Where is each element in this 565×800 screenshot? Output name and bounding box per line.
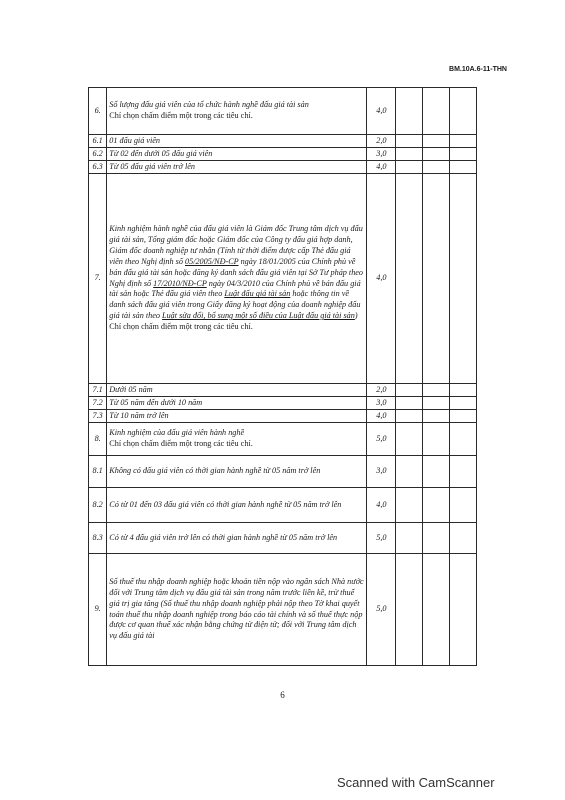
max-score: 3,0 <box>367 397 396 410</box>
table-row <box>89 174 477 384</box>
score-cell <box>423 148 450 161</box>
score-cell <box>450 488 477 523</box>
row-number: 8.3 <box>89 523 107 554</box>
table-row <box>89 523 477 554</box>
score-cell <box>396 384 423 397</box>
criterion-text: Có từ 4 đấu giá viên trở lên có thời gian hành nghề từ 05 năm trở lên <box>107 523 367 554</box>
max-score: 3,0 <box>367 148 396 161</box>
law-link: Luật đấu giá tài sản <box>224 289 291 299</box>
criterion-title: Kinh nghiệm hành nghề của đấu giá viên là Giám đốc Trung tâm dịch vụ đấu giá tài sản, Tổng giám đốc hoặc Giám đốc của Công ty đấu giá hợp danh, Giám đốc doanh nghiệp tư nhân (Tính từ thời điểm được cấp Thẻ đấu giá viên theo Nghị định số 05/2005/NĐ-CP ngày 18/01/2005 của Chính phủ về bán đấu giá tài sản hoặc đăng ký danh sách đấu giá viên tại Sở Tư pháp theo Nghị định số 17/2010/NĐ-CP ngày 04/3/2010 của Chính phủ về bán đấu giá tài sản hoặc Thẻ đấu giá viên theo Luật đấu giá tài sản hoặc thông tin về danh sách đấu giá viên trong Giấy đăng ký hoạt động của doanh nghiệp đấu giá tài sản theo Luật sửa đổi, bổ sung một số điều của Luật đấu giá tài sản) <box>109 224 364 320</box>
row-number: 6. <box>89 88 107 135</box>
criterion-text: Từ 05 năm đến dưới 10 năm <box>107 397 367 410</box>
row-number: 7.2 <box>89 397 107 410</box>
score-cell <box>450 161 477 174</box>
criterion-note: Chỉ chọn chấm điểm một trong các tiêu chí. <box>109 111 253 120</box>
row-number: 6.3 <box>89 161 107 174</box>
table-row <box>89 554 477 666</box>
table-row <box>89 148 477 161</box>
max-score: 4,0 <box>367 174 396 384</box>
score-cell <box>450 554 477 666</box>
max-score: 5,0 <box>367 523 396 554</box>
decree-link: 17/2010/NĐ-CP <box>153 278 207 288</box>
criterion-text <box>107 174 367 384</box>
criterion-text: Không có đấu giá viên có thời gian hành nghề từ 05 năm trở lên <box>107 456 367 488</box>
table-row <box>89 423 477 456</box>
score-cell <box>396 456 423 488</box>
score-cell <box>396 135 423 148</box>
table-row <box>89 456 477 488</box>
score-cell <box>450 410 477 423</box>
score-cell <box>450 135 477 148</box>
score-cell <box>423 554 450 666</box>
score-cell <box>450 397 477 410</box>
criterion-text <box>107 423 367 456</box>
score-cell <box>423 174 450 384</box>
criterion-text: Từ 10 năm trở lên <box>107 410 367 423</box>
document-code: BM.10A.6-11-THN <box>449 66 507 73</box>
score-cell <box>450 456 477 488</box>
row-number: 8. <box>89 423 107 456</box>
score-cell <box>423 523 450 554</box>
score-cell <box>396 397 423 410</box>
max-score: 4,0 <box>367 410 396 423</box>
max-score: 4,0 <box>367 88 396 135</box>
score-cell <box>423 410 450 423</box>
table-row <box>89 410 477 423</box>
table-row <box>89 135 477 148</box>
score-cell <box>423 488 450 523</box>
table-row <box>89 488 477 523</box>
score-cell <box>396 88 423 135</box>
score-cell <box>423 456 450 488</box>
table-row <box>89 161 477 174</box>
table-row <box>89 397 477 410</box>
page-number: 6 <box>280 690 285 700</box>
criterion-text: Có từ 01 đến 03 đấu giá viên có thời gian hành nghề từ 05 năm trở lên <box>107 488 367 523</box>
row-number: 8.1 <box>89 456 107 488</box>
score-cell <box>396 410 423 423</box>
row-number: 7.3 <box>89 410 107 423</box>
criterion-title: Kinh nghiệm của đấu giá viên hành nghề <box>109 428 245 438</box>
row-number: 6.2 <box>89 148 107 161</box>
max-score: 5,0 <box>367 554 396 666</box>
score-cell <box>396 423 423 456</box>
score-cell <box>396 523 423 554</box>
row-number: 7. <box>89 174 107 384</box>
row-number: 8.2 <box>89 488 107 523</box>
criterion-note: Chỉ chọn chấm điểm một trong các tiêu chí. <box>109 439 253 448</box>
row-number: 9. <box>89 554 107 666</box>
score-cell <box>396 161 423 174</box>
criterion-text: Từ 02 đến dưới 05 đấu giá viên <box>107 148 367 161</box>
criterion-text: Dưới 05 năm <box>107 384 367 397</box>
score-cell <box>423 384 450 397</box>
criterion-text <box>107 88 367 135</box>
table-row <box>89 384 477 397</box>
score-cell <box>396 554 423 666</box>
criterion-text: Số thuế thu nhập doanh nghiệp hoặc khoản tiền nộp vào ngân sách Nhà nước đối với Trung tâm dịch vụ đấu giá tài sản trong năm trước liền kề, trừ thuế giá trị gia tăng (Số thuế thu nhập doanh nghiệp phải nộp theo Tờ khai quyết toán thuế thu nhập doanh nghiệp trong báo cáo tài chính và số thuế thực nộp được cơ quan thuế xác nhận bằng chứng từ điện tử; đối với Trung tâm dịch vụ đấu giá tài <box>107 554 367 666</box>
score-cell <box>423 397 450 410</box>
score-cell <box>396 174 423 384</box>
score-cell <box>423 88 450 135</box>
table-row <box>89 88 477 135</box>
score-cell <box>423 135 450 148</box>
scanner-watermark: Scanned with CamScanner <box>337 775 495 790</box>
evaluation-table <box>88 87 477 666</box>
max-score: 4,0 <box>367 488 396 523</box>
score-cell <box>450 148 477 161</box>
criterion-text: Từ 05 đấu giá viên trở lên <box>107 161 367 174</box>
criterion-title: Số lượng đấu giá viên của tổ chức hành nghề đấu giá tài sản <box>109 100 309 110</box>
law-link: Luật sửa đổi, bổ sung một số điều của Luật đấu giá tài sản <box>162 310 355 320</box>
score-cell <box>423 161 450 174</box>
score-cell <box>450 384 477 397</box>
row-number: 6.1 <box>89 135 107 148</box>
score-cell <box>450 174 477 384</box>
row-number: 7.1 <box>89 384 107 397</box>
max-score: 4,0 <box>367 161 396 174</box>
max-score: 2,0 <box>367 384 396 397</box>
max-score: 5,0 <box>367 423 396 456</box>
max-score: 2,0 <box>367 135 396 148</box>
score-cell <box>450 423 477 456</box>
decree-link: 05/2005/NĐ-CP <box>185 256 239 266</box>
max-score: 3,0 <box>367 456 396 488</box>
score-cell <box>396 488 423 523</box>
score-cell <box>450 523 477 554</box>
score-cell <box>450 88 477 135</box>
criterion-note: Chỉ chọn chấm điểm một trong các tiêu chí. <box>109 321 253 331</box>
criterion-text: 01 đấu giá viên <box>107 135 367 148</box>
score-cell <box>423 423 450 456</box>
score-cell <box>396 148 423 161</box>
